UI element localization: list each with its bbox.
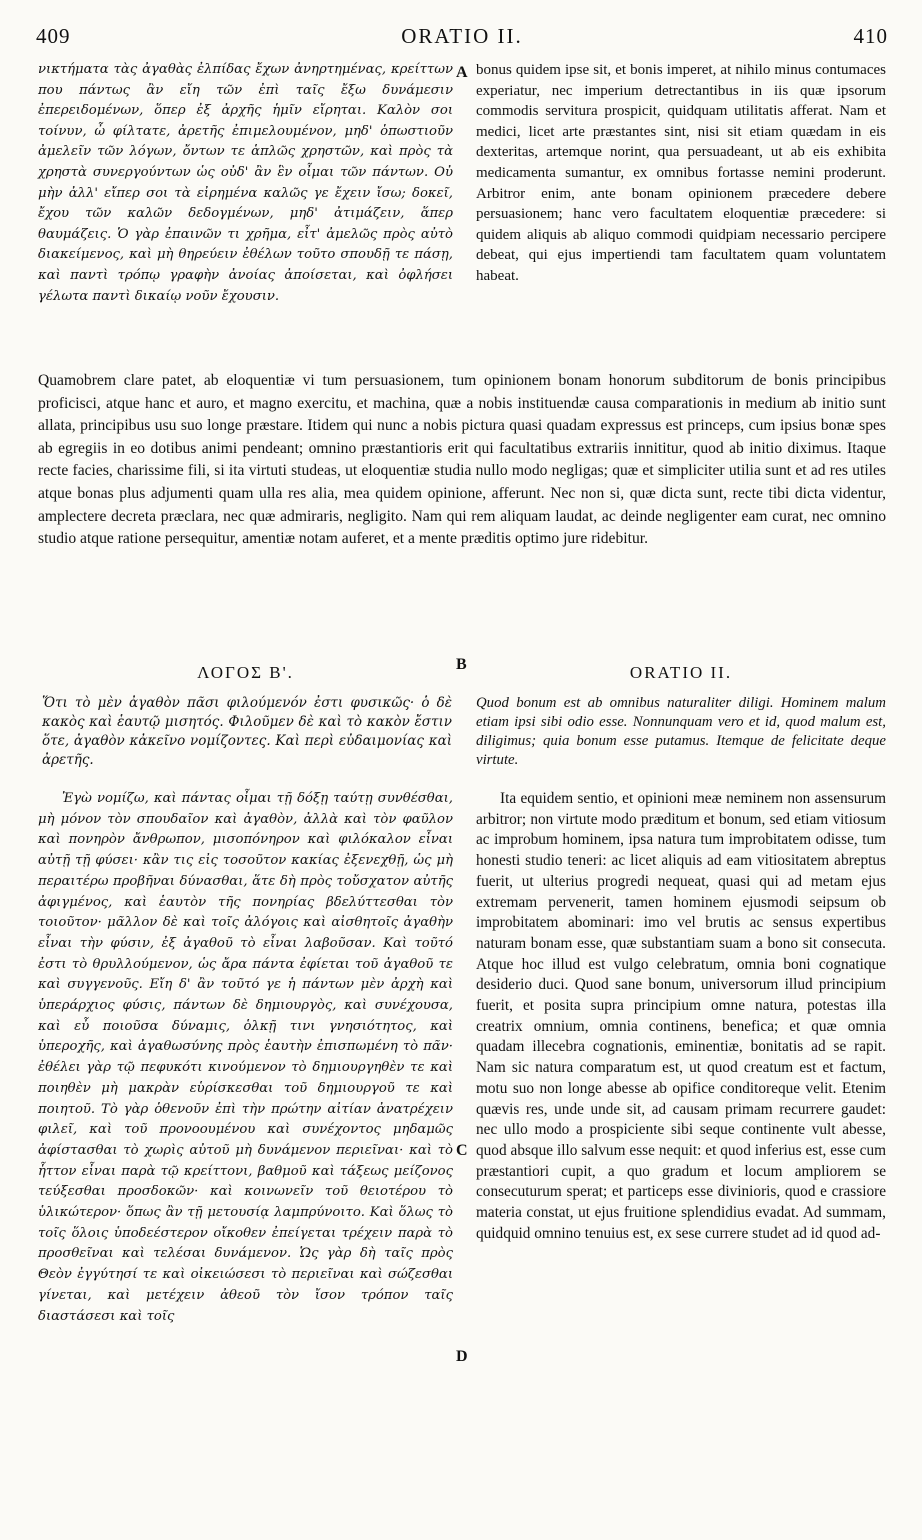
running-title: ORATIO II. — [401, 24, 523, 48]
margin-marker-a: A — [456, 64, 468, 81]
greek-body-paragraph: Ἐγὼ νομίζω, καὶ πάντας οἶμαι τῇ δόξῃ ταύτῃ συνθέσθαι, μὴ μόνον τὸν σπουδαῖον καὶ ἀγαθὸν, ἀλλὰ καὶ τὸν φαῦλον καὶ πονηρὸν ἄνθρωπον, μισοπόνηρον καὶ φιλόκαλον εἶναι αὐτῇ τῇ φύσει· κἂν τις εἰς τοσοῦτον κακίας ἐξενεχθῇ, ὡς μὴ περαιτέρω προβῆναι δύνασθαι, ἅτε δὴ πρὸς τοὔσχατον αὐτῆς ἀφιγμένος, καὶ ἑαυτὸν τῆς πονηρίας βδελύττεσθαι τὸν τοιοῦτον· μᾶλλον δὲ καὶ τοῖς ἀλόγοις καὶ αἰσθητοῖς ἀγαθὴν εἶναι τὴν φύσιν, ἐξ ἀγαθοῦ τὸ εἶναι λαβοῦσαν. Καὶ τοῦτό ἐστι τὸ θρυλλούμενον, ὡς ἄρα πάντα ἐφίεται τοῦ ἀγαθοῦ τε καὶ συγγενοῦς. Εἴη δ' ἂν τοῦτό γε ἡ πάντων μὲν ἀρχὴ καὶ ὑπεράρχιος φύσις, πάντων δὲ δημιουργὸς, καὶ συνέχουσα, καὶ εὖ ποιοῦσα δύναμις, ὁλκῇ τινι γνησιότητος, καὶ ὑπεροχῆς, καὶ ἀγαθωσύνης πρὸς ἑαυτὴν ἐπισπωμένη τὸ πᾶν· ἐθέλει γὰρ τῷ πεφυκότι κινούμενον τὸ δημιουργηθὲν τε καὶ ποιηθὲν μὴ μακρὰν εὑρίσκεσθαι τοῦ δημιουργοῦ τε καὶ ποιητοῦ. Τὸ γὰρ ὁθενοῦν ἐπὶ τὴν πρώτην αἰτίαν ἀνατρέχειν φιλεῖ, καὶ τοῦ προνοουμένου καὶ συνέχοντος μηδαμῶς ἀφίστασθαι τὸ χωρὶς αὐτοῦ μὴ δυνάμενον περιεῖναι· καὶ τὸ ἧττον εἶναι παρὰ τῷ κρείττονι, βαθμοῦ καὶ τάξεως μείζονος τεύξεσθαι προσδοκῶν· καὶ κοινωνεῖν τοῦ θειοτέρου τὸ ὑλικώτερον· ὅπως ἂν τῇ μετουσίᾳ λαμπρύνοιτο. Καὶ ὅλως τὸ τοῖς ὅλοις ὑποδεέστερον οἴκοθεν ἐπείγεται τρέχειν παρὰ τὸ προσθεῖναι καὶ τελέσαι δυνάμενον. Ὡς γὰρ δὴ ταῖς πρὸς Θεὸν ἐγγύτησί τε καὶ οἰκειώσεσι τὸ περιεῖναι καὶ σώζεσθαι γίνεται, καὶ μετέχειν ἀθεοῦ τὸν ἴσον τρόπον ταῖς διαστάσεσι καὶ τοῖς — [38, 791, 453, 1324]
greek-column-body — [38, 789, 453, 1327]
latin-column-top — [476, 60, 886, 287]
latin-argument-summary: Quod bonum est ab omnibus naturaliter diligi. Hominem malum etiam ipsi sibi odio esse. Nonnunquam vero et id, quod malum est, diligimus; quia bonum esse putamus. Itemque de felicitate deque virtute. — [476, 695, 886, 768]
latin-column-body — [476, 789, 886, 1244]
margin-marker-b: B — [456, 656, 467, 673]
latin-section-title: ORATIO II. — [629, 663, 733, 682]
greek-argument-summary: Ὅτι τὸ μὲν ἀγαθὸν πᾶσι φιλούμενόν ἐστι φυσικῶς· ὁ δὲ κακὸς καὶ ἑαυτῷ μισητός. Φιλοῦμεν δὲ καὶ τὸ κακὸν ἔστιν ὅτε, ἀγαθὸν κἀκεῖνο νομίζοντες. Καὶ περὶ εὐδαιμονίας καὶ ἀρετῆς. — [42, 695, 452, 768]
page-number-right: 410 — [853, 24, 888, 48]
latin-full-width-paragraph — [38, 370, 886, 551]
latin-paragraph: bonus quidem ipse sit, et bonis imperet, at nihilo minus contumaces experiatur, nec imperium detrectantibus in iis quæ ipsorum commodis servitura prospicit, quidquam utilitatis afferat. Nam et medici, licet arte præstantes sint, nisi sit etiam quædam in eis dexteritas, artemque norint, qua persuadeant, ut ab eis exhibita medicamenta sumantur, ex omnibus fortasse nemini proderunt. Arbitror enim, ante bonam opinionem præcedere debere persuasionem; hanc vero facultatem eloquentiæ præcedere: si quidem aliquis ab aliquo commodi quidpiam necessario percipere debeat, qui ejus impertiendi tam facultatem quam voluntatem habeat. — [476, 62, 886, 284]
latin-body-paragraph: Ita equidem sentio, et opinioni meæ neminem non assensurum arbitror; non virtute modo præditum et bonum, sed etiam vitiosum ac improbum hominem, ipsa natura tum improbitatem odisse, tum honesti studio teneri: ac licet aliquis ad eam vitiositatem abreptus fuerit, ut ulterius progredi nequeat, quasi qui ad metam ejus extremam pervenerit, tamen hominem ejusmodi seipsum ob improbitatem abominari: imo vel brutis ac sensus expertibus naturam bonam esse, quæ substantiam suam a bono sit consecuta. Atque hoc illud est vulgo celebratum, omnia boni cognatique desiderio duci. Quod sane bonum, universorum illud principium fuerit, et posita supra principium omne natura, potestas illa creatrix omnium, omnia continens, benefica; et quæ omnia quadam illecebra cognationis, eminentiæ, bonitatis ad se rapit. Nam sic natura comparatum est, ut quod creatum est et factum, motu suo non longe abesse ab opifice conditoreque velit. Etenim quævis res, unde unde sit, ad causam primam recurrere gaudet: nec ullo modo a prospiciente sibi seque continente vult abesse, quod absque illo salvum esse nequit: et quod inferius est, esse cum præstantiori cupit, a quo gradum et locum ampliorem se consecuturum sperat; et particeps esse divinioris, quod e crassiore materia constat, ut ejus fruitione splendidius evadat. Ad summam, quidquid omnino tenuius est, ex sese currere studet ad id quod ad- — [476, 790, 886, 1242]
latin-paragraph-full: Quamobrem clare patet, ab eloquentiæ vi tum persuasionem, tum opinionem bonam honorum subditorum de bonis principibus proficisci, atque hanc et auro, et magno exercitu, et machina, quæ a nobis instituendæ causa comparationis in medium ab initio sunt allata, principibus usu suo longe præstare. Itidem qui nunc a nobis pictura quasi quadam expressus est princeps, cum ipsius bonæ spes ab egregiis in eo dotibus animi pendeant; omnino præstantioris erit qui facultatibus extrariis innititur, quod ab initio diximus. Itaque recte facies, charissime fili, si ita virtuti studeas, ut eloquentiæ studia nullo modo negligas; quæ et simpliciter utilia sunt et ad res utiles atque bonas plus adjumenti quam ulla res alia, mea quidem opinione, afferunt. Nec non si, quæ dicta sunt, recte tibi dicta videntur, amplectere decreta præclara, nec quæ admiraris, negligito. Nam qui rem aliquam laudat, ac deinde negligenter eam curat, nec omnino studio atque ratione persequitur, amentiæ notam auferet, et a mente præditis optimo jure ridebitur. — [38, 372, 886, 548]
greek-column-top — [38, 60, 453, 307]
greek-section-title: ΛΟΓΟΣ Β'. — [197, 663, 294, 682]
running-header — [36, 8, 888, 48]
page-number-left: 409 — [36, 24, 71, 48]
margin-marker-c: C — [456, 1142, 468, 1159]
margin-marker-d: D — [456, 1348, 468, 1365]
greek-paragraph: νικτήματα τὰς ἀγαθὰς ἐλπίδας ἔχων ἀνηρτημένας, κρείττων που πάντως ἂν εἴη τῶν ἐπὶ ταῖς ἔξω δυνάμεσιν ἐπερειδομένων, ὅπερ ἐξ ἀρχῆς ἡμῖν εἴρηται. Καλὸν σοι τοίνυν, ὦ φίλτατε, ἀρετῆς ἐπιμελουμένον, μηδ' ὁπωστιοῦν ἀμελεῖν τῶν λόγων, ὄντων τε ἁπλῶς χρηστῶν, καὶ πρὸς τὰ χρηστὰ συνεργούντων ὡς οὐδ' ἂν ἓν οἶμαι τῶν πάντων. Οὐ μὴν ἀλλ' εἴπερ σοι τὰ εἰρημένα καλῶς γε ἔχειν ἴσω; δοκεῖ, ἔχου τῶν καλῶν δεδογμένων, μηδ' ἀτιμάζειν, ἅπερ θαυμάζεις. Ὁ γὰρ ἐπαινῶν τι χρῆμα, εἶτ' ἀμελῶς πρὸς αὐτὸ διακείμενος, καὶ μὴ θηρεύειν ἐθέλων τοῦτο σπουδῇ τε πάσῃ, καὶ παντὶ τρόπῳ γραφὴν ἀνοίας ἀποίσεται, καὶ ὀφλήσει γέλωτα παντὶ δικαίῳ νοῦν ἔχουσιν. — [38, 62, 453, 304]
